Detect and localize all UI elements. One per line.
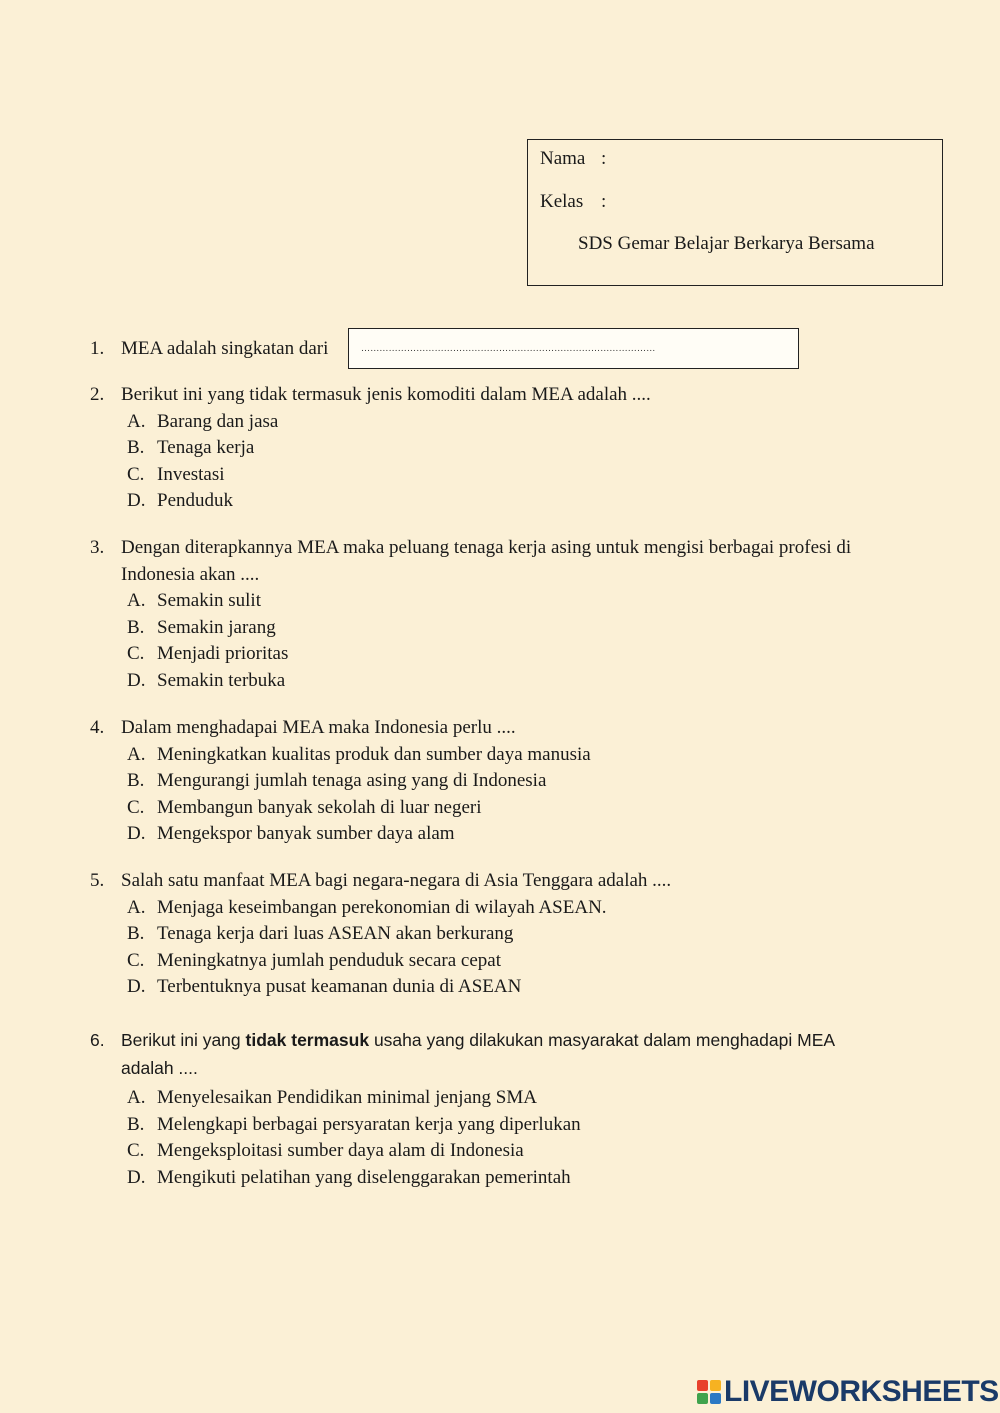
logo-square-green xyxy=(697,1393,708,1404)
question-6 xyxy=(90,1026,881,1191)
options-list xyxy=(127,742,881,848)
option-b[interactable]: B. Tenaga kerja xyxy=(127,437,255,458)
option-a[interactable]: A. Menyelesaikan Pendidikan minimal jenjang SMA xyxy=(127,1087,537,1108)
question-number: 4. xyxy=(90,717,105,738)
question-number: 2. xyxy=(90,384,105,405)
nama-label: Nama xyxy=(540,148,586,169)
nama-line xyxy=(540,148,606,170)
question-text: MEA adalah singkatan dari xyxy=(121,338,329,359)
options-list xyxy=(127,1085,881,1191)
kelas-colon: : xyxy=(601,191,607,212)
nama-colon: : xyxy=(601,148,607,169)
logo-text: LIVEWORKSHEETS xyxy=(724,1375,999,1408)
liveworksheets-logo xyxy=(697,1375,999,1409)
student-info-box xyxy=(527,139,943,286)
option-c[interactable]: C. Meningkatnya jumlah penduduk secara cepat xyxy=(127,949,501,971)
option-c[interactable]: C. Membangun banyak sekolah di luar negeri xyxy=(127,796,482,818)
option-b[interactable]: B. Melengkapi berbagai persyaratan kerja yang diperlukan xyxy=(127,1113,581,1135)
emphasis-text: tidak termasuk xyxy=(245,1030,370,1050)
question-text: Berikut ini yang tidak termasuk usaha yang dilakukan masyarakat dalam menghadapi MEA adalah .... xyxy=(121,1030,835,1078)
options-list xyxy=(127,409,881,515)
option-b[interactable]: B. Mengurangi jumlah tenaga asing yang di Indonesia xyxy=(127,770,547,791)
question-number: 3. xyxy=(90,537,105,558)
question-text: Dalam menghadapai MEA maka Indonesia perlu .... xyxy=(121,717,516,738)
options-list xyxy=(127,895,881,1001)
option-d[interactable]: D. Mengikuti pelatihan yang diselenggarakan pemerintah xyxy=(127,1166,571,1188)
option-b[interactable]: B. Semakin jarang xyxy=(127,616,276,638)
option-c[interactable]: C. Mengeksploitasi sumber daya alam di Indonesia xyxy=(127,1140,524,1161)
school-name: SDS Gemar Belajar Berkarya Bersama xyxy=(578,233,875,254)
question-text: Berikut ini yang tidak termasuk jenis komoditi dalam MEA adalah .... xyxy=(121,384,651,405)
kelas-label: Kelas xyxy=(540,191,584,212)
option-d[interactable]: D. Penduduk xyxy=(127,490,233,511)
option-a[interactable]: A. Semakin sulit xyxy=(127,590,261,611)
question-number: 1. xyxy=(90,338,105,359)
option-a[interactable]: A. Barang dan jasa xyxy=(127,410,279,432)
option-c[interactable]: C. Investasi xyxy=(127,463,225,485)
option-d[interactable]: D. Mengekspor banyak sumber daya alam xyxy=(127,823,455,844)
question-number: 6. xyxy=(90,1030,105,1050)
question-number: 5. xyxy=(90,870,105,891)
question-3 xyxy=(90,535,881,694)
question-2 xyxy=(90,382,881,515)
question-text: Salah satu manfaat MEA bagi negara-negara di Asia Tenggara adalah .... xyxy=(121,870,672,891)
options-list xyxy=(127,588,881,694)
question-4 xyxy=(90,715,881,848)
logo-square-red xyxy=(697,1380,708,1391)
option-b[interactable]: B. Tenaga kerja dari luas ASEAN akan berkurang xyxy=(127,923,514,944)
answer-placeholder: …………………………………………………………………………………… xyxy=(361,343,656,353)
kelas-line xyxy=(540,191,606,213)
option-a[interactable]: A. Meningkatkan kualitas produk dan sumber daya manusia xyxy=(127,743,591,765)
answer-input-q1[interactable] xyxy=(348,328,799,369)
logo-square-blue xyxy=(710,1393,721,1404)
logo-square-yellow xyxy=(710,1380,721,1391)
option-a[interactable]: A. Menjaga keseimbangan perekonomian di wilayah ASEAN. xyxy=(127,896,607,918)
question-5 xyxy=(90,868,881,1001)
question-text: Dengan diterapkannya MEA maka peluang tenaga kerja asing untuk mengisi berbagai profesi di Indonesia akan .... xyxy=(121,537,852,585)
option-d[interactable]: D. Semakin terbuka xyxy=(127,669,286,691)
logo-icon xyxy=(697,1380,721,1404)
option-d[interactable]: D. Terbentuknya pusat keamanan dunia di ASEAN xyxy=(127,976,522,997)
option-c[interactable]: C. Menjadi prioritas xyxy=(127,643,289,664)
